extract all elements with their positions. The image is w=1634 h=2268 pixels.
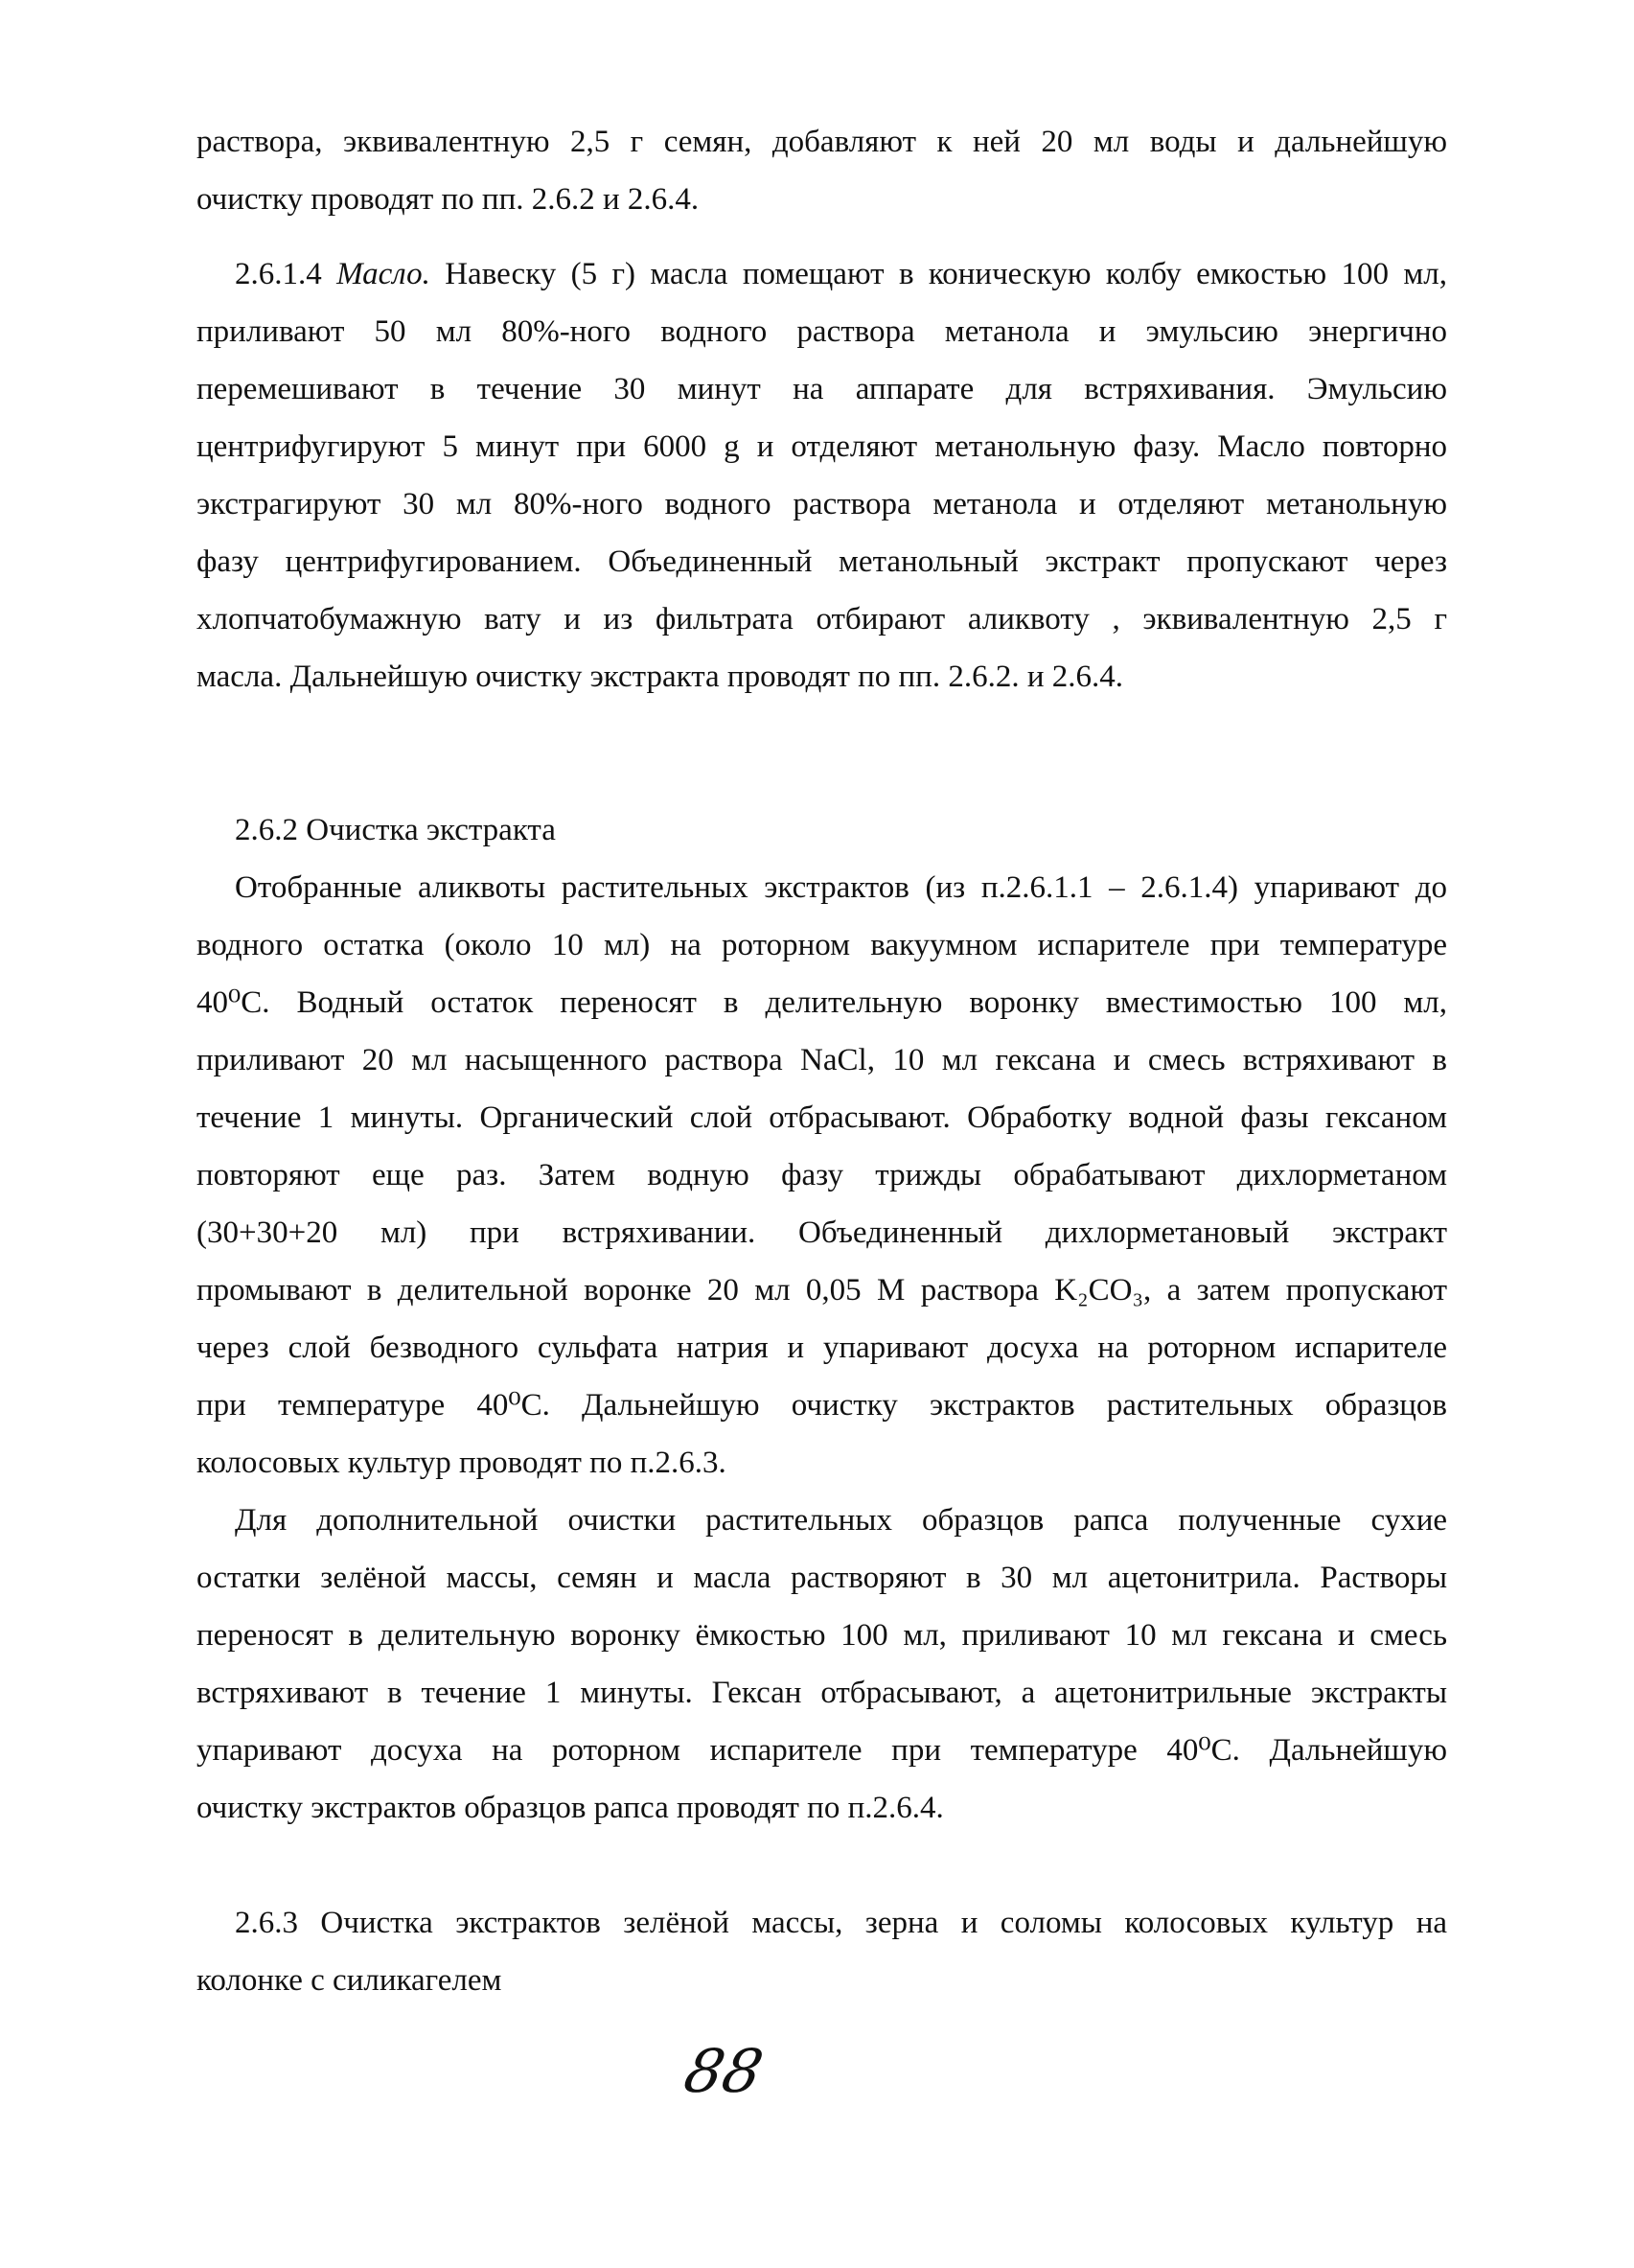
text-line: упаривают досуха на роторном испарителе при температуре 40⁰С. Дальнейшую <box>196 1733 1447 1768</box>
text-line: повторяют еще раз. Затем водную фазу трижды обрабатывают дихлорметаном <box>196 1158 1447 1192</box>
text-line: остатки зелёной массы, семян и масла растворяют в 30 мл ацетонитрила. Растворы <box>196 1561 1447 1595</box>
text-line: промывают в делительной воронке 20 мл 0,05 М раствора K₂CO₃, а затем пропускают <box>196 1273 1447 1308</box>
text-line: колонке с силикагелем <box>196 1963 502 1998</box>
text-line: очистку проводят по пп. 2.6.2 и 2.6.4. <box>196 182 700 217</box>
text-line: переносят в делительную воронку ёмкостью 100 мл, приливают 10 мл гексана и смесь <box>196 1618 1447 1653</box>
text-line: масла. Дальнейшую очистку экстракта проводят по пп. 2.6.2. и 2.6.4. <box>196 660 1124 694</box>
text-line: Отобранные аликвоты растительных экстрактов (из п.2.6.1.1 – 2.6.1.4) упаривают до <box>235 870 1447 905</box>
text-line: очистку экстрактов образцов рапса проводят по п.2.6.4. <box>196 1791 944 1825</box>
text-line: раствора, эквивалентную 2,5 г семян, добавляют к ней 20 мл воды и дальнейшую <box>196 125 1447 159</box>
text-line: 40⁰С. Водный остаток переносят в делительную воронку вместимостью 100 мл, <box>196 985 1447 1020</box>
text-line: колосовых культур проводят по п.2.6.3. <box>196 1446 726 1480</box>
text-line: экстрагируют 30 мл 80%-ного водного раствора метанола и отделяют метанольную <box>196 487 1447 521</box>
text-line: Для дополнительной очистки растительных образцов рапса полученные сухие <box>235 1503 1447 1538</box>
text-line: приливают 50 мл 80%-ного водного раствора метанола и эмульсию энергично <box>196 314 1447 349</box>
page-number: 88 <box>678 2036 770 2106</box>
text-line: водного остатка (около 10 мл) на роторном вакуумном испарителе при температуре <box>196 928 1447 962</box>
text-line: при температуре 40⁰С. Дальнейшую очистку экстрактов растительных образцов <box>196 1388 1447 1423</box>
text-line: фазу центрифугированием. Объединенный метанольный экстракт пропускают через <box>196 544 1447 579</box>
text-line: перемешивают в течение 30 минут на аппарате для встряхивания. Эмульсию <box>196 372 1447 406</box>
line-text: Навеску (5 г) масла помещают в коническую колбу емкостью 100 мл, <box>445 257 1447 291</box>
text-line: (30+30+20 мл) при встряхивании. Объединенный дихлорметановый экстракт <box>196 1215 1447 1250</box>
text-line: центрифугируют 5 минут при 6000 g и отделяют метанольную фазу. Масло повторно <box>196 429 1447 464</box>
text-line: через слой безводного сульфата натрия и упаривают досуха на роторном испарителе <box>196 1331 1447 1365</box>
section-title-italic: Масло. <box>336 257 446 291</box>
text-line <box>235 255 1447 293</box>
text-line: течение 1 минуты. Органический слой отбрасывают. Обработку водной фазы гексаном <box>196 1100 1447 1135</box>
section-number: 2.6.1.4 <box>235 257 337 291</box>
text-line: встряхивают в течение 1 минуты. Гексан отбрасывают, а ацетонитрильные экстракты <box>196 1676 1447 1710</box>
text-line: приливают 20 мл насыщенного раствора NaCl, 10 мл гексана и смесь встряхивают в <box>196 1043 1447 1077</box>
text-line: 2.6.2 Очистка экстракта <box>235 813 556 847</box>
text-line: хлопчатобумажную вату и из фильтрата отбирают аликвоту , эквивалентную 2,5 г <box>196 602 1447 636</box>
text-line: 2.6.3 Очистка экстрактов зелёной массы, зерна и соломы колосовых культур на <box>235 1906 1447 1940</box>
